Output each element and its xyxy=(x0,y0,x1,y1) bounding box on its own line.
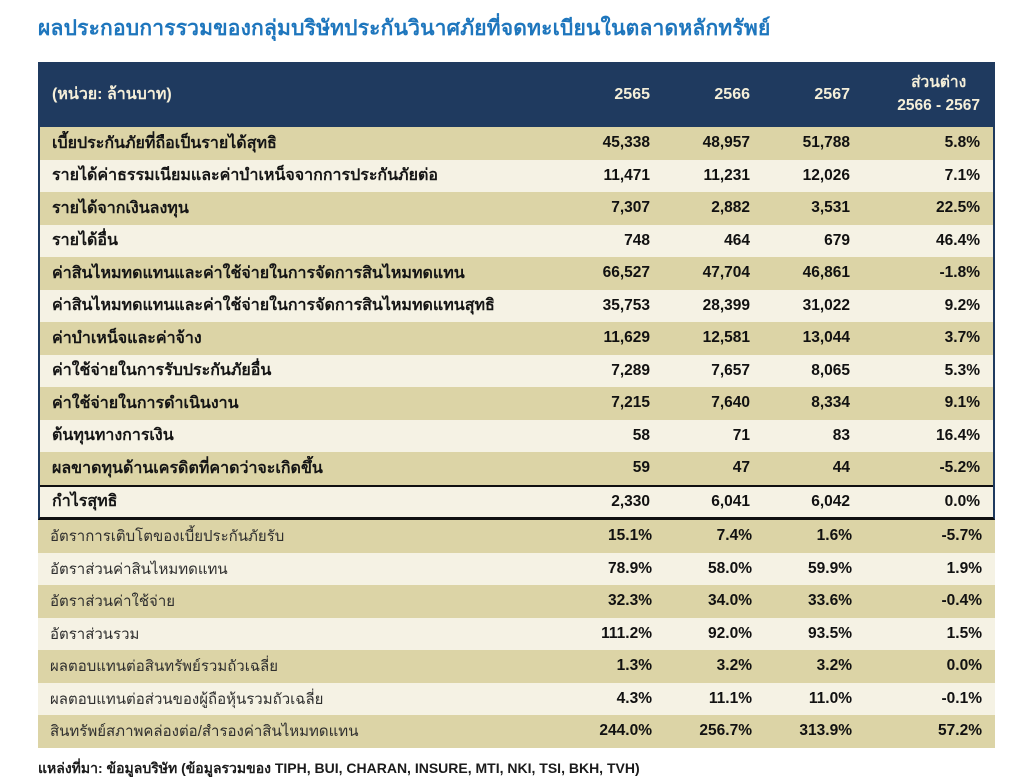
value-2566: 11.1% xyxy=(708,689,752,707)
header-unit-label: (หน่วย: ล้านบาท) xyxy=(52,86,172,103)
value-diff: 9.2% xyxy=(944,296,980,314)
value-2565: 58 xyxy=(632,426,650,444)
table-row xyxy=(40,257,993,290)
value-2565: 15.1% xyxy=(608,527,652,545)
table-row xyxy=(40,127,993,160)
value-2565: 66,527 xyxy=(602,264,650,282)
value-2566: 7,640 xyxy=(711,394,750,412)
row-label: รายได้จากเงินลงทุน xyxy=(52,199,189,217)
header-col-2567: 2567 xyxy=(814,85,850,103)
table-row xyxy=(40,192,993,225)
value-2566: 92.0% xyxy=(708,624,752,642)
value-2566: 3.2% xyxy=(716,657,752,675)
value-diff: 0.0% xyxy=(946,657,982,675)
row-label: ค่าสินไหมทดแทนและค่าใช้จ่ายในการจัดการสินไหมทดแทนสุทธิ xyxy=(52,297,495,315)
table-header-row xyxy=(40,62,993,127)
value-2565: 7,215 xyxy=(611,394,650,412)
row-label: ค่าสินไหมทดแทนและค่าใช้จ่ายในการจัดการสินไหมทดแทน xyxy=(52,264,465,282)
value-diff: 1.5% xyxy=(946,624,982,642)
value-diff: -5.7% xyxy=(941,527,982,545)
value-diff: 46.4% xyxy=(936,231,980,249)
income-statement-section xyxy=(38,62,995,520)
row-label: อัตราส่วนค่าสินไหมทดแทน xyxy=(50,560,228,578)
table-row xyxy=(38,683,995,716)
value-2566: 71 xyxy=(732,426,750,444)
row-label: อัตราการเติบโตของเบี้ยประกันภัยรับ xyxy=(50,528,285,546)
header-col-diff xyxy=(850,62,980,127)
value-2567: 59.9% xyxy=(808,559,852,577)
financial-results-table xyxy=(38,62,995,748)
table-row xyxy=(38,650,995,683)
value-2567: 8,334 xyxy=(811,394,850,412)
source-note: แหล่งที่มา: ข้อมูลบริษัท (ข้อมูลรวมของ TIPH, BUI, CHARAN, INSURE, MTI, NKI, TSI, BKH, TVH) xyxy=(38,759,640,776)
header-diff-line1: ส่วนต่าง xyxy=(911,74,967,92)
value-2565: 35,753 xyxy=(602,296,650,314)
value-diff: 7.1% xyxy=(944,166,980,184)
page-title: ผลประกอบการรวมของกลุ่มบริษัทประกันวินาศภัยที่จดทะเบียนในตลาดหลักทรัพย์ xyxy=(38,17,771,40)
value-diff: 22.5% xyxy=(936,199,980,217)
value-2566: 464 xyxy=(724,231,750,249)
value-2565: 45,338 xyxy=(602,134,650,152)
row-label: ค่าบำเหน็จและค่าจ้าง xyxy=(52,329,202,347)
value-2565: 11,471 xyxy=(603,166,650,184)
row-label: เบี้ยประกันภัยที่ถือเป็นรายได้สุทธิ xyxy=(52,134,277,152)
value-2567: 3.2% xyxy=(816,657,852,675)
main-section-rows xyxy=(40,127,993,517)
value-2567: 33.6% xyxy=(808,592,852,610)
value-2566: 12,581 xyxy=(702,329,750,347)
table-row xyxy=(38,520,995,553)
value-diff: -1.8% xyxy=(939,264,980,282)
row-label: ผลตอบแทนต่อสินทรัพย์รวมถัวเฉลี่ย xyxy=(50,658,279,676)
row-label: รายได้ค่าธรรมเนียมและค่าบำเหน็จจากการประกันภัยต่อ xyxy=(52,167,438,185)
value-2566: 48,957 xyxy=(702,134,750,152)
row-label: สินทรัพย์สภาพคล่องต่อ/สำรองค่าสินไหมทดแทน xyxy=(50,723,359,741)
value-diff: 3.7% xyxy=(944,329,980,347)
value-2566: 7,657 xyxy=(711,361,750,379)
value-diff: 5.3% xyxy=(944,361,980,379)
ratio-section-rows xyxy=(38,520,995,748)
value-2566: 6,041 xyxy=(711,492,750,510)
value-2565: 244.0% xyxy=(599,722,652,740)
value-2566: 47 xyxy=(732,459,750,477)
value-diff: -0.4% xyxy=(941,592,982,610)
row-label: อัตราส่วนรวม xyxy=(50,625,140,643)
value-2566: 58.0% xyxy=(708,559,752,577)
value-2566: 28,399 xyxy=(702,296,750,314)
table-row xyxy=(40,290,993,323)
value-2567: 3,531 xyxy=(811,199,850,217)
value-2567: 51,788 xyxy=(802,134,850,152)
value-2567: 11.0% xyxy=(808,689,852,707)
value-2567: 12,026 xyxy=(802,166,850,184)
value-2565: 748 xyxy=(624,231,650,249)
table-row xyxy=(40,452,993,485)
value-2567: 6,042 xyxy=(811,492,850,510)
value-2566: 11,231 xyxy=(703,166,750,184)
row-label: อัตราส่วนค่าใช้จ่าย xyxy=(50,593,176,611)
row-label: รายได้อื่น xyxy=(52,232,118,250)
value-2565: 1.3% xyxy=(616,657,652,675)
value-diff: 57.2% xyxy=(938,722,982,740)
row-label: ผลตอบแทนต่อส่วนของผู้ถือหุ้นรวมถัวเฉลี่ย xyxy=(50,690,324,708)
row-label: ค่าใช้จ่ายในการดำเนินงาน xyxy=(52,394,239,412)
value-2567: 8,065 xyxy=(811,361,850,379)
table-row xyxy=(40,387,993,420)
table-row xyxy=(38,618,995,651)
table-row xyxy=(40,355,993,388)
value-2567: 313.9% xyxy=(799,722,852,740)
value-2565: 2,330 xyxy=(611,492,650,510)
value-2565: 7,307 xyxy=(611,199,650,217)
table-row xyxy=(38,553,995,586)
table-row xyxy=(38,715,995,748)
header-diff-stack xyxy=(897,72,980,117)
row-label: ผลขาดทุนด้านเครดิตที่คาดว่าจะเกิดขึ้น xyxy=(52,459,323,477)
value-2566: 7.4% xyxy=(716,527,752,545)
value-2567: 44 xyxy=(832,459,850,477)
table-row xyxy=(40,160,993,193)
value-2565: 11,629 xyxy=(603,329,650,347)
value-diff: -0.1% xyxy=(941,689,982,707)
value-2566: 34.0% xyxy=(708,592,752,610)
value-2565: 111.2% xyxy=(601,624,652,642)
value-diff: -5.2% xyxy=(939,459,980,477)
header-col-2565: 2565 xyxy=(614,85,650,103)
value-diff: 16.4% xyxy=(936,426,980,444)
row-label: กำไรสุทธิ xyxy=(52,493,118,511)
value-diff: 5.8% xyxy=(944,134,980,152)
row-label: ต้นทุนทางการเงิน xyxy=(52,427,174,445)
value-diff: 9.1% xyxy=(944,394,980,412)
value-2567: 93.5% xyxy=(808,624,852,642)
table-row xyxy=(40,225,993,258)
value-2565: 32.3% xyxy=(608,592,652,610)
value-2567: 1.6% xyxy=(816,527,852,545)
value-2566: 256.7% xyxy=(699,722,752,740)
table-row xyxy=(40,485,993,518)
value-2567: 31,022 xyxy=(802,296,850,314)
value-2567: 46,861 xyxy=(802,264,850,282)
table-row xyxy=(38,585,995,618)
value-diff: 1.9% xyxy=(946,559,982,577)
value-2565: 59 xyxy=(632,459,650,477)
table-row xyxy=(40,322,993,355)
value-2565: 7,289 xyxy=(611,361,650,379)
value-2565: 78.9% xyxy=(608,559,652,577)
header-diff-line2: 2566 - 2567 xyxy=(897,96,980,114)
value-2566: 47,704 xyxy=(702,264,750,282)
value-2567: 679 xyxy=(824,231,850,249)
header-col-2566: 2566 xyxy=(714,85,750,103)
value-2567: 13,044 xyxy=(802,329,850,347)
row-label: ค่าใช้จ่ายในการรับประกันภัยอื่น xyxy=(52,362,272,380)
value-2567: 83 xyxy=(832,426,850,444)
value-diff: 0.0% xyxy=(944,492,980,510)
table-row xyxy=(40,420,993,453)
value-2566: 2,882 xyxy=(711,199,750,217)
value-2565: 4.3% xyxy=(616,689,652,707)
